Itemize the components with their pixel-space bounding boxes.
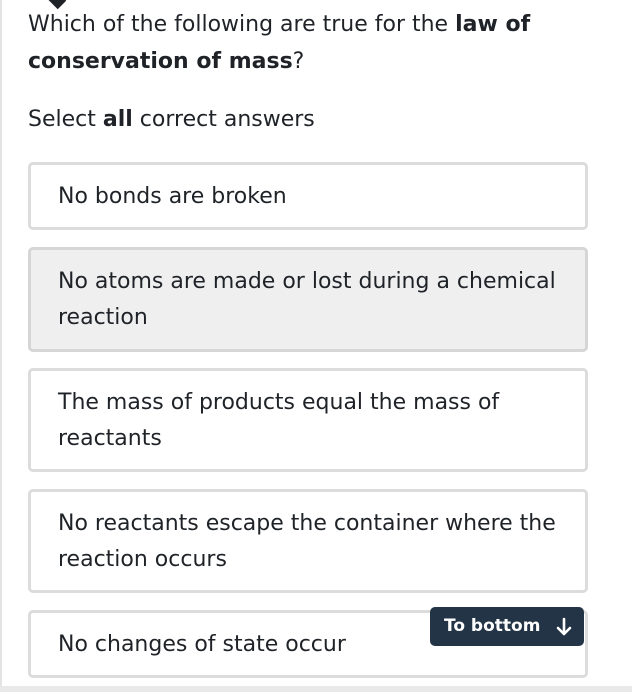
answer-option-2[interactable]	[28, 247, 588, 352]
answer-option-label: No reactants escape the container where the reaction occurs	[58, 511, 556, 572]
question-text	[28, 6, 608, 80]
question-bold: law of conservation of mass	[28, 12, 531, 74]
to-bottom-label: To bottom	[444, 616, 541, 636]
answer-option-label: No atoms are made or lost during a chemical reaction	[58, 269, 556, 330]
instruction-prefix: Select	[28, 107, 103, 132]
answer-option-1[interactable]	[28, 162, 588, 230]
answer-option-label: No bonds are broken	[58, 184, 287, 209]
instruction-suffix: correct answers	[132, 107, 315, 132]
answer-option-3[interactable]	[28, 368, 588, 472]
left-border	[0, 0, 2, 692]
answer-option-4[interactable]	[28, 489, 588, 593]
to-bottom-button[interactable]	[430, 607, 584, 646]
instruction-text	[28, 101, 315, 138]
bottom-bar	[0, 686, 632, 692]
instruction-bold: all	[102, 107, 133, 132]
arrow-down-icon	[556, 617, 572, 637]
question-part2: ?	[292, 49, 305, 74]
answer-option-label: The mass of products equal the mass of reactants	[58, 390, 500, 451]
question-part1: Which of the following are true for the	[28, 12, 456, 37]
answer-option-label: No changes of state occur	[58, 632, 346, 657]
